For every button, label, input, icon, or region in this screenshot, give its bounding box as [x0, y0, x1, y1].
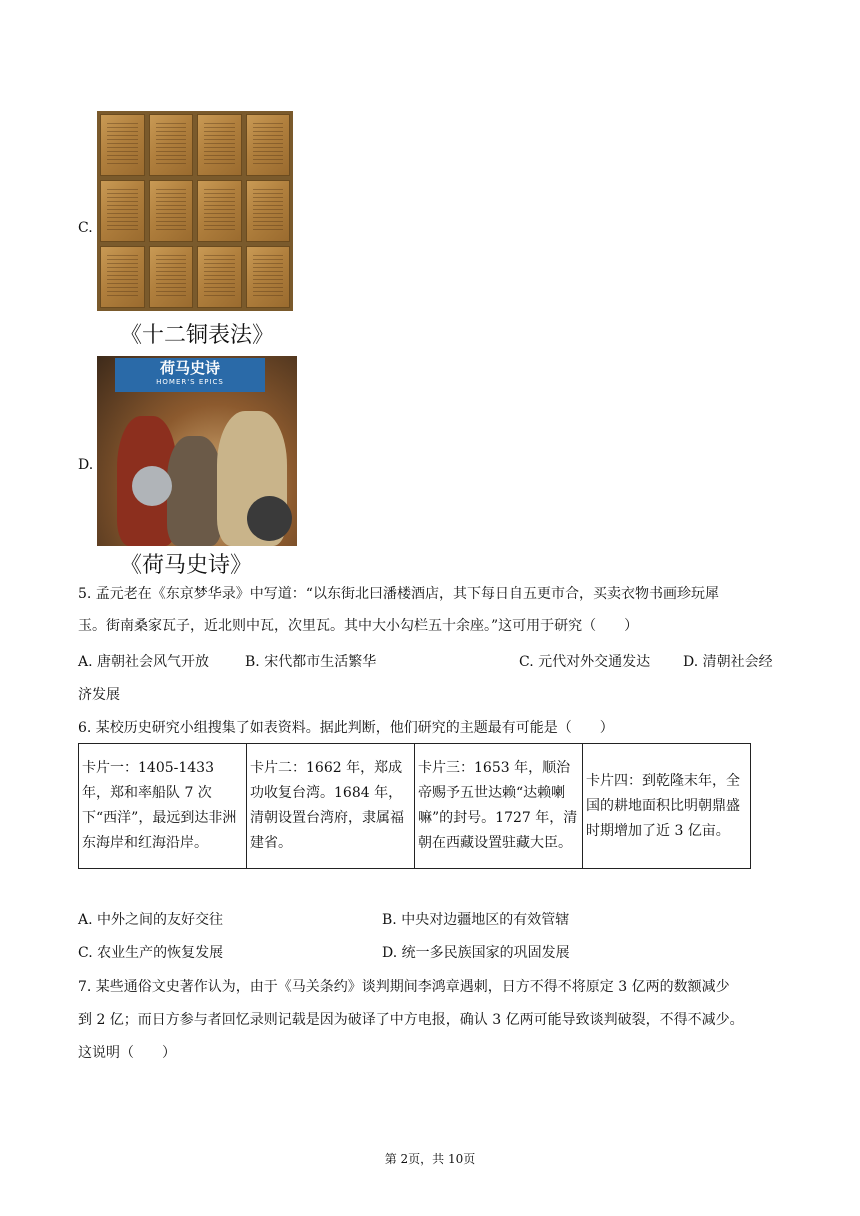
bronze-tablet	[100, 114, 145, 176]
card-one: 卡片一：1405-1433 年，郑和率船队 7 次下“西洋”，最远到达非洲东海岸和红海沿岸。	[79, 744, 247, 869]
cover-title-band	[115, 358, 265, 392]
q6-option-b: B. 中央对边疆地区的有效管辖	[382, 912, 570, 928]
twelve-tables-caption: 《十二铜表法》	[120, 323, 275, 348]
twelve-tables-image	[97, 111, 293, 311]
cover-title: 荷马史诗	[159, 359, 220, 377]
bronze-tablet	[197, 114, 242, 176]
q6-option-d: D. 统一多民族国家的巩固发展	[382, 945, 570, 961]
bronze-tablet	[149, 246, 194, 308]
bronze-tablet	[246, 180, 291, 242]
bronze-tablet	[246, 114, 291, 176]
q7-stem-line3: 这说明（ ）	[78, 1045, 176, 1061]
option-d-label: D.	[78, 457, 94, 473]
bronze-tablet	[149, 114, 194, 176]
bronze-tablet	[100, 180, 145, 242]
q6-cards-table	[78, 743, 751, 869]
q6-option-a: A. 中外之间的友好交往	[78, 912, 224, 928]
q5-stem-line1: 5. 孟元老在《东京梦华录》中写道：“以东街北曰潘楼酒店，其下每日自五更市合，买卖衣物书画珍玩犀	[78, 586, 719, 602]
q5-option-a: A. 唐朝社会风气开放	[78, 654, 210, 670]
bronze-tablet	[197, 246, 242, 308]
bronze-tablet	[149, 180, 194, 242]
q5-option-b: B. 宋代都市生活繁华	[245, 654, 377, 670]
q5-option-d: D. 清朝社会经	[683, 654, 773, 670]
card-three: 卡片三：1653 年，顺治帝赐予五世达赖“达赖喇嘛”的封号。1727 年，清朝在西藏设置驻藏大臣。	[415, 744, 583, 869]
q7-stem-line2: 到 2 亿；而日方参与者回忆录则记载是因为破译了中方电报，确认 3 亿两可能导致谈判破裂，不得不减少。	[78, 1012, 744, 1028]
q5-option-d-continued: 济发展	[78, 687, 120, 703]
shield-shape	[247, 496, 292, 541]
bronze-tablet	[246, 246, 291, 308]
card-two: 卡片二：1662 年，郑成功收复台湾。1684 年，清朝设置台湾府，隶属福建省。	[247, 744, 415, 869]
homer-epics-caption: 《荷马史诗》	[120, 553, 253, 578]
page-footer: 第 2页，共 10页	[384, 1152, 476, 1166]
option-c-label: C.	[78, 220, 93, 236]
card-four: 卡片四：到乾隆末年，全国的耕地面积比明朝鼎盛时期增加了近 3 亿亩。	[583, 744, 751, 869]
bronze-tablet	[100, 246, 145, 308]
q6-stem: 6. 某校历史研究小组搜集了如表资料。据此判断，他们研究的主题最有可能是（ ）	[78, 720, 614, 736]
figure-shape	[167, 436, 222, 546]
shield-shape	[132, 466, 172, 506]
q6-option-c: C. 农业生产的恢复发展	[78, 945, 224, 961]
homer-epics-cover-image	[97, 356, 297, 546]
bronze-tablet	[197, 180, 242, 242]
q7-stem-line1: 7. 某些通俗文史著作认为，由于《马关条约》谈判期间李鸿章遇刺，日方不得不将原定 3 亿两的数额减少	[78, 979, 730, 995]
q5-stem-line2: 玉。街南桑家瓦子，近北则中瓦，次里瓦。其中大小勾栏五十余座。”这可用于研究（ ）	[78, 618, 639, 634]
cover-subtitle: HOMER'S EPICS	[156, 378, 224, 386]
q5-option-c: C. 元代对外交通发达	[519, 654, 651, 670]
